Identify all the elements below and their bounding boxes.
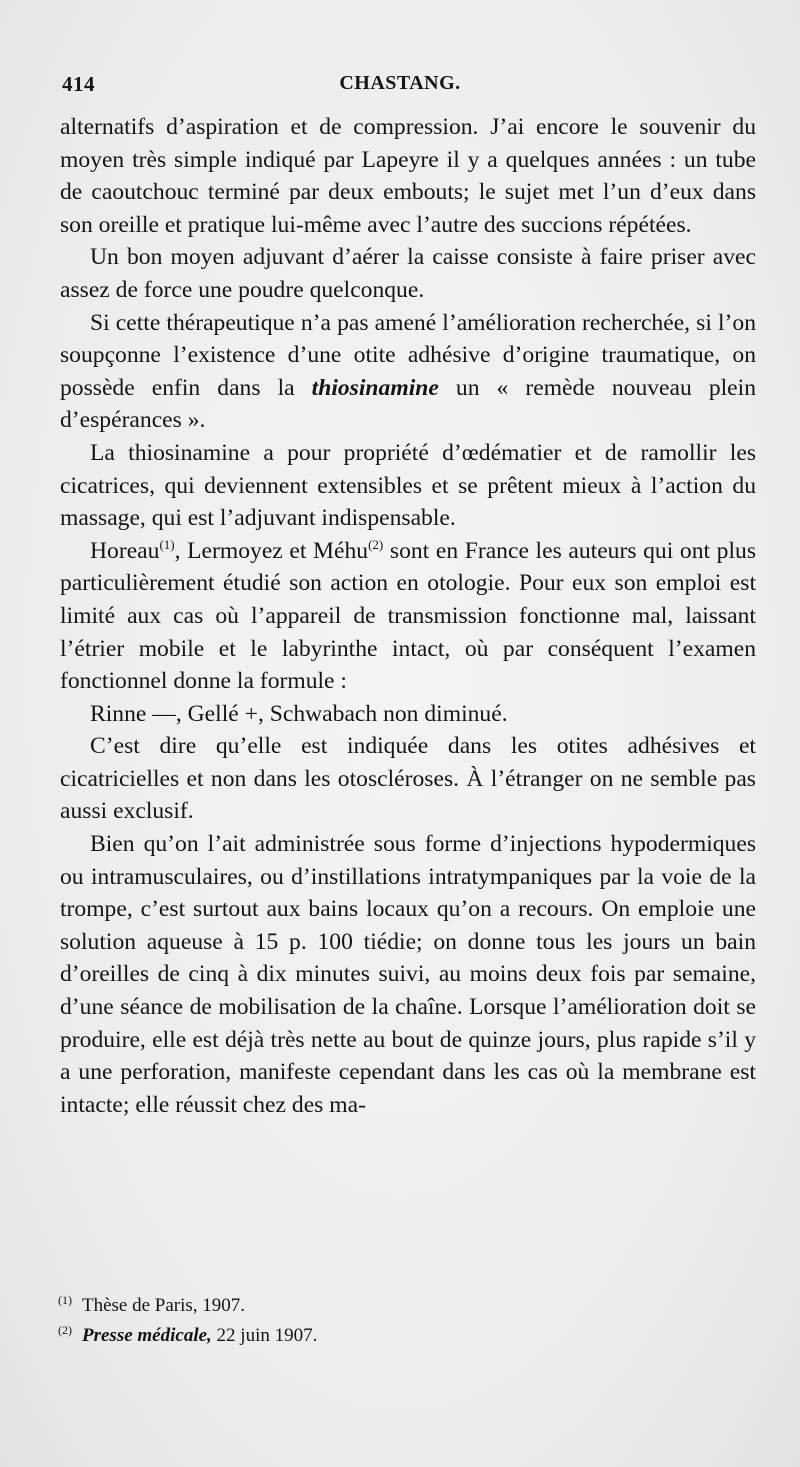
- paragraph-text: un « remède nouveau plein d’espérances ».: [60, 374, 756, 434]
- paragraph: La thiosinamine a pour propriété d’œdématier et de ramollir les cicatrices, qui deviennent extensibles et se prêtent mieux à l’action du massage, qui est l’adjuvant indispensable.: [60, 439, 756, 532]
- paragraph: [60, 307, 756, 437]
- journal-title: Presse médicale,: [82, 1325, 212, 1346]
- paragraph-text: sont en France les auteurs qui ont plus particulièrement étudié son action en otologie. Pour eux son emploi est limité aux cas où l’appareil de transmission fonctionne mal, laissant l’étrier mobile et le labyrinthe intact, où par conséquent l’examen fonctionnel donne la formule :: [60, 537, 757, 695]
- footnote-ref: (1): [159, 536, 175, 552]
- emphasized-term: thiosinamine: [311, 374, 439, 401]
- paragraph-text: Si cette thérapeutique n’a pas amené l’amélioration recherchée, si l’on soupçonne l’existence d’une otite adhésive d’origine traumatique, on possède enfin dans la: [60, 309, 756, 401]
- paragraph-text: Horeau: [90, 537, 160, 564]
- running-head: CHASTANG.: [339, 72, 461, 94]
- page-number: 414: [62, 72, 95, 96]
- footnote-text: Thèse de Paris, 1907.: [82, 1295, 246, 1316]
- footnote-mark: (1): [58, 1293, 72, 1307]
- footnote: [58, 1291, 658, 1321]
- footnote-text: 22 juin 1907.: [211, 1325, 318, 1346]
- paragraph: [60, 535, 756, 698]
- paragraph: alternatifs d’aspiration et de compression. J’ai encore le souvenir du moyen très simple indiqué par Lapeyre il y a quelques années : un tube de caoutchouc terminé par deux embouts; le sujet met l’un d’eux dans son oreille et pratique lui-même avec l’autre des succions répétées.: [60, 114, 756, 238]
- footnote-ref: (2): [368, 536, 384, 552]
- page-header: [62, 72, 738, 102]
- footnote: [58, 1321, 658, 1351]
- footnotes: [58, 1291, 658, 1351]
- paragraph: Un bon moyen adjuvant d’aérer la caisse consiste à faire priser avec assez de force une poudre quelconque.: [60, 244, 756, 303]
- footnote-mark: (2): [58, 1323, 72, 1337]
- body-text: [60, 111, 756, 1121]
- paragraph: C’est dire qu’elle est indiquée dans les otites adhésives et cicatricielles et non dans les otoscléroses. À l’étranger on ne semble pas aussi exclusif.: [60, 733, 756, 825]
- paragraph-text: , Lermoyez et Méhu: [174, 537, 369, 564]
- formula-line: Rinne —, Gellé +, Schwabach non diminué.: [90, 700, 508, 727]
- paragraph: Bien qu’on l’ait administrée sous forme d’injections hypodermiques ou intramusculaires, ou d’instillations intratympaniques par la voie de la trompe, c’est surtout aux bains locaux qu’on a recours. On emploie une solution aqueuse à 15 p. 100 tiédie; on donne tous les jours un bain d’oreilles de cinq à dix minutes suivi, au moins deux fois par semaine, d’une séance de mobilisation de la chaîne. Lorsque l’amélioration doit se produire, elle est déjà très nette au bout de quinze jours, plus rapide s’il y a une perforation, manifeste cependant dans les cas où la membrane est intacte; elle réussit chez des ma-: [60, 831, 756, 1118]
